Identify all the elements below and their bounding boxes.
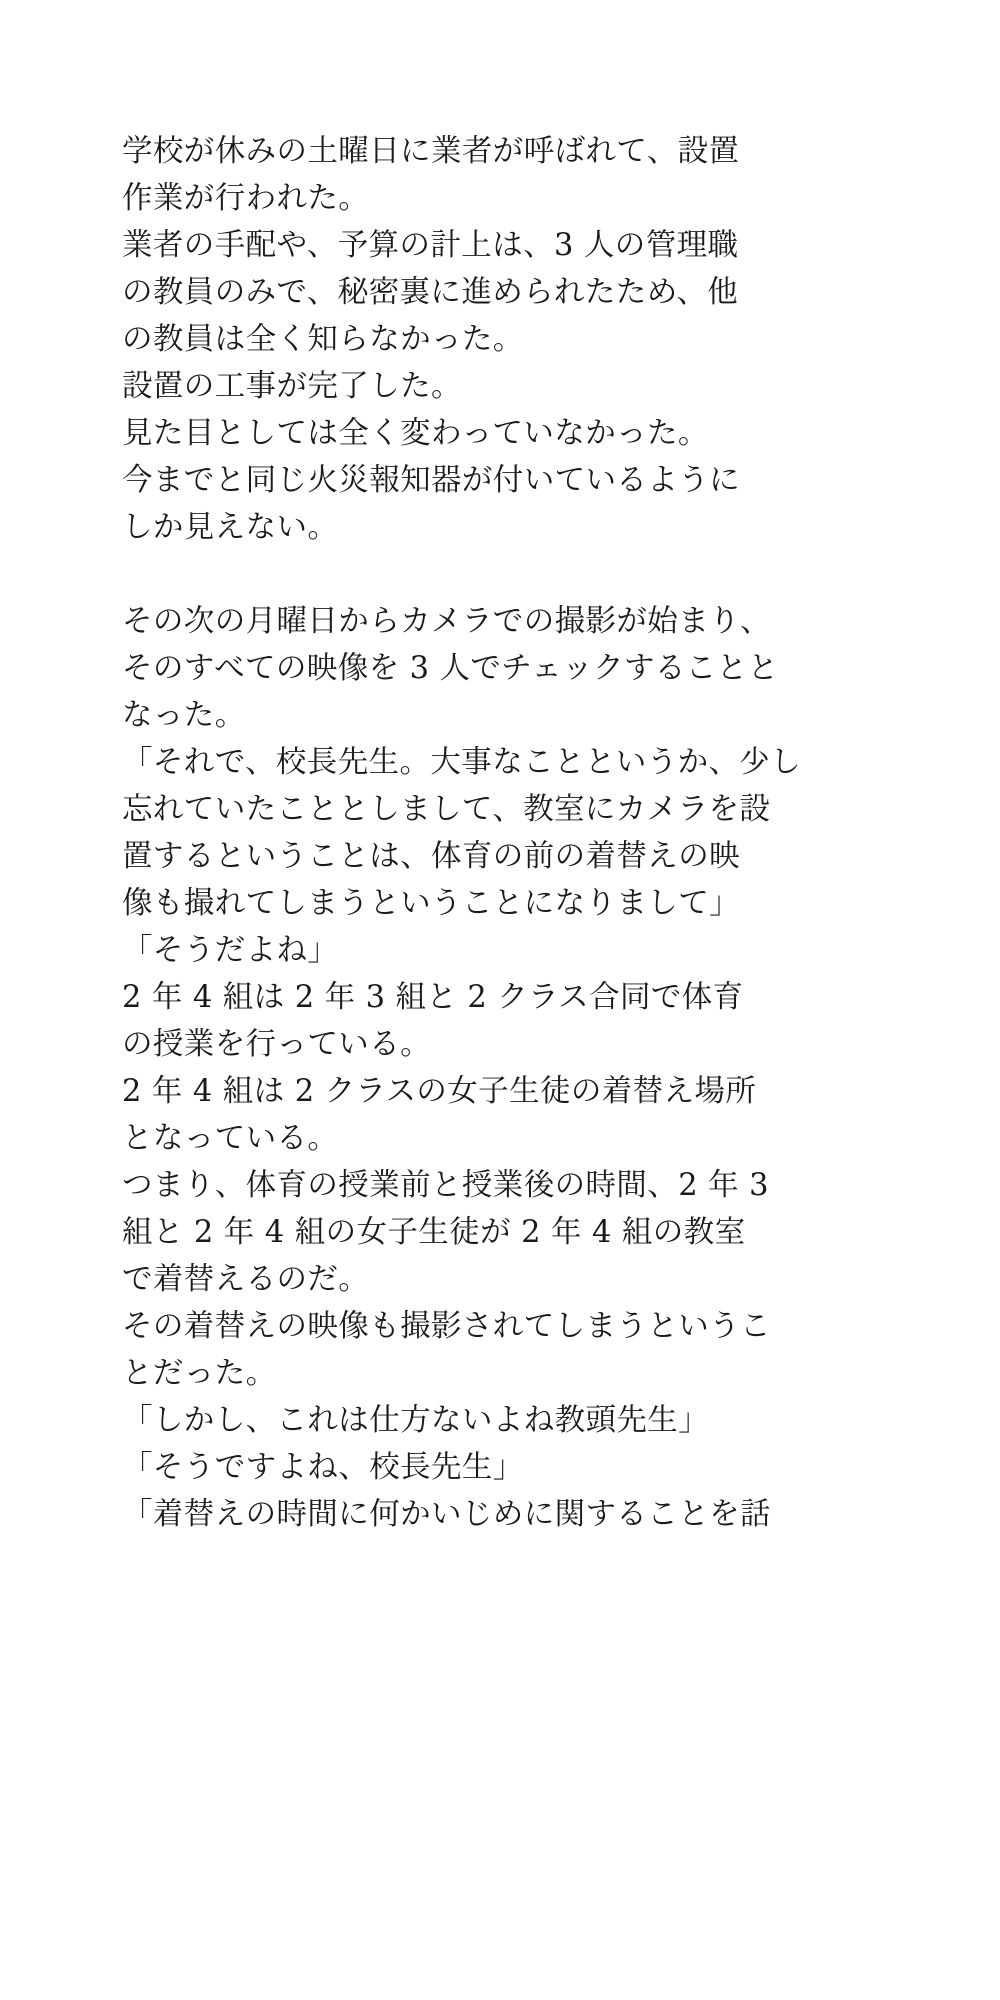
document-text-body xyxy=(122,128,880,1538)
paragraph-block-2: その次の月曜日からカメラでの撮影が始まり、 そのすべての映像を 3 人でチェックすることと なった。 「それで、校長先生。大事なことというか、少し 忘れていたこととしまして、教室にカメラを設 置するということは、体育の前の着替えの映 像も撮れてしまうということになりまして」 「そうだよね」 2 年 4 組は 2 年 3 組と 2 クラス合同で体育 の授業を行っている。 2 年 4 組は 2 クラスの女子生徒の着替え場所 となっている。 つまり、体育の授業前と授業後の時間、2 年 3 組と 2 年 4 組の女子生徒が 2 年 4 組の教室 で着替えるのだ。 その着替えの映像も撮影されてしまうというこ とだった。 「しかし、これは仕方ないよね教頭先生」 「そうですよね、校長先生」 「着替えの時間に何かいじめに関することを話 xyxy=(122,604,802,1532)
paragraph-block-1: 学校が休みの土曜日に業者が呼ばれて、設置 作業が行われた。 業者の手配や、予算の計上は、3 人の管理職 の教員のみで、秘密裏に進められたため、他 の教員は全く知らなかった。 設置の工事が完了した。 見た目としては全く変わっていなかった。 今までと同じ火災報知器が付いているように しか見えない。 xyxy=(122,134,740,545)
paragraph-spacer xyxy=(122,551,880,598)
